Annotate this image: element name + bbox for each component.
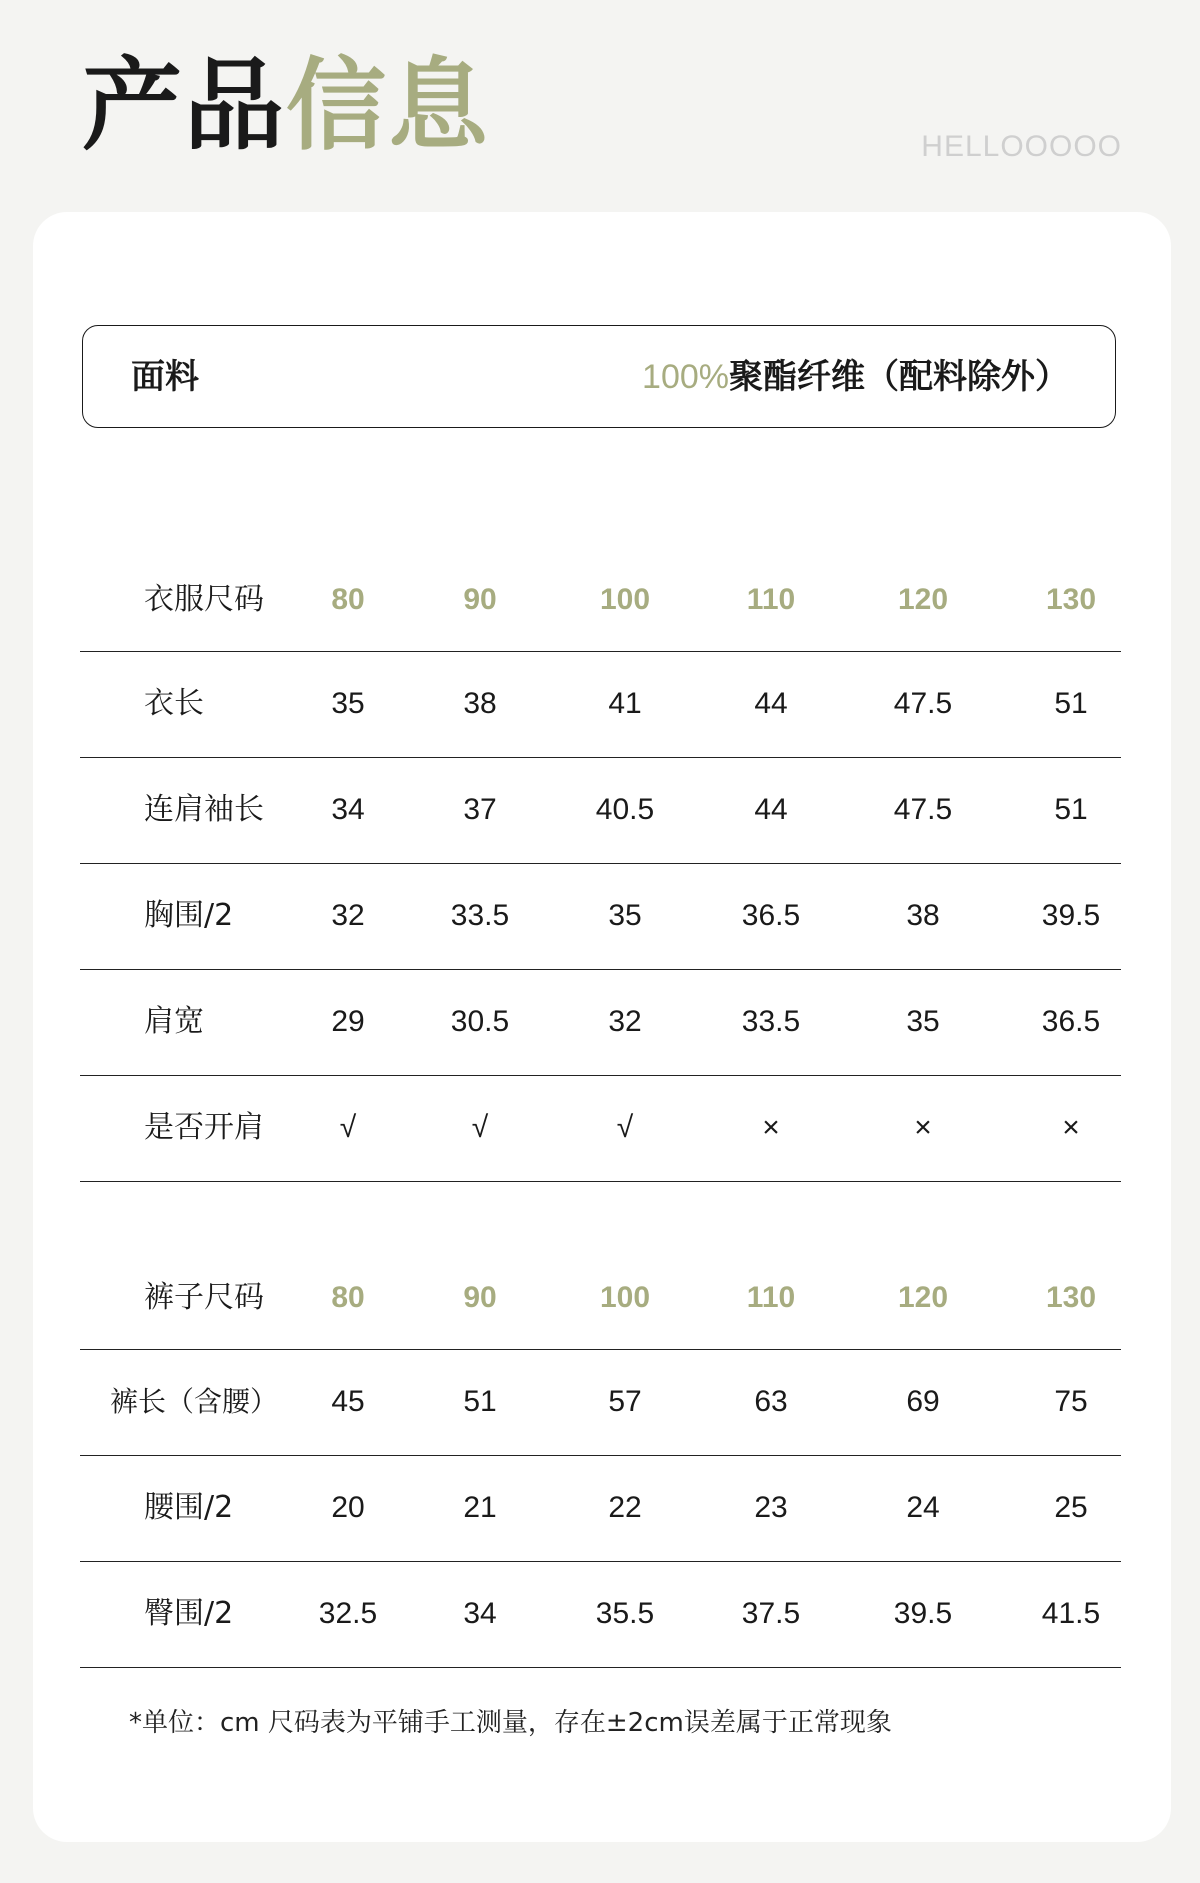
tops-size-table: [80, 548, 1121, 1182]
table-cell: 39.5: [893, 1597, 953, 1630]
measurement-note: *单位：cm 尺码表为平铺手工测量，存在±2cm误差属于正常现象: [129, 1708, 892, 1738]
page-title: [82, 47, 490, 164]
table-cell: 33.5: [741, 1005, 801, 1038]
table-cell: 39.5: [1041, 899, 1101, 932]
table-row: [80, 758, 1121, 864]
table-cell: 36.5: [741, 899, 801, 932]
row-label: 裤长（含腰）: [110, 1385, 279, 1418]
size-header: 130: [1045, 1281, 1097, 1314]
table-cell: 24: [906, 1491, 940, 1524]
row-label: 腰围/2: [144, 1490, 234, 1525]
pants-size-table: [80, 1246, 1121, 1668]
fabric-value: [642, 326, 1069, 429]
table-cell: 35: [331, 687, 365, 720]
header-label: 衣服尺码: [144, 582, 264, 617]
check-mark: √: [471, 1111, 489, 1144]
table-cell: 20: [331, 1491, 365, 1524]
table-cell: 69: [906, 1385, 940, 1418]
size-header: 100: [599, 1281, 651, 1314]
table-cell: 57: [608, 1385, 642, 1418]
cross-mark: ×: [914, 1111, 932, 1144]
table-cell: 51: [463, 1385, 497, 1418]
table-cell: 75: [1054, 1385, 1088, 1418]
table-row: [80, 970, 1121, 1076]
table-header-row: [80, 1246, 1121, 1350]
fabric-percent: 100%: [642, 358, 729, 396]
size-header: 90: [463, 583, 497, 616]
table-cell: 33.5: [450, 899, 510, 932]
table-cell: 22: [608, 1491, 642, 1524]
table-cell: 32: [331, 899, 365, 932]
table-row: [80, 1076, 1121, 1182]
table-cell: 51: [1054, 793, 1088, 826]
header-label: 裤子尺码: [144, 1280, 264, 1315]
size-header: 80: [331, 1281, 365, 1314]
title-accent: 信息: [286, 47, 490, 164]
size-header: 90: [463, 1281, 497, 1314]
row-label: 连肩袖长: [144, 792, 264, 827]
table-cell: 47.5: [893, 793, 953, 826]
table-cell: 44: [754, 687, 788, 720]
table-cell: 41.5: [1041, 1597, 1101, 1630]
table-cell: 21: [463, 1491, 497, 1524]
check-mark: √: [339, 1111, 357, 1144]
fabric-material: 聚酯纤维（配料除外）: [729, 357, 1069, 397]
table-row: [80, 1456, 1121, 1562]
table-cell: 34: [463, 1597, 497, 1630]
size-header: 120: [897, 1281, 949, 1314]
size-header: 130: [1045, 583, 1097, 616]
subtitle: HELLOOOOO: [921, 130, 1122, 163]
table-cell: 37: [463, 793, 497, 826]
info-card: [33, 212, 1171, 1842]
row-label: 肩宽: [144, 1004, 204, 1039]
title-main: 产品: [82, 47, 286, 164]
table-cell: 37.5: [741, 1597, 801, 1630]
table-cell: 35.5: [595, 1597, 655, 1630]
table-cell: 63: [754, 1385, 788, 1418]
table-row: [80, 1350, 1121, 1456]
table-cell: 35: [906, 1005, 940, 1038]
table-cell: 29: [331, 1005, 365, 1038]
check-mark: √: [616, 1111, 634, 1144]
table-cell: 30.5: [450, 1005, 510, 1038]
size-header: 120: [897, 583, 949, 616]
table-row: [80, 652, 1121, 758]
table-cell: 51: [1054, 687, 1088, 720]
row-label: 衣长: [144, 686, 204, 721]
table-cell: 47.5: [893, 687, 953, 720]
table-cell: 41: [608, 687, 642, 720]
cross-mark: ×: [762, 1111, 780, 1144]
table-row: [80, 1562, 1121, 1668]
table-header-row: [80, 548, 1121, 652]
table-cell: 34: [331, 793, 365, 826]
table-cell: 38: [463, 687, 497, 720]
row-label: 胸围/2: [144, 898, 234, 933]
table-row: [80, 864, 1121, 970]
size-header: 80: [331, 583, 365, 616]
cross-mark: ×: [1062, 1111, 1080, 1144]
size-header: 110: [746, 583, 796, 616]
fabric-box: [82, 325, 1116, 428]
table-cell: 23: [754, 1491, 788, 1524]
size-header: 110: [746, 1281, 796, 1314]
row-label: 臀围/2: [144, 1596, 234, 1631]
table-cell: 45: [331, 1385, 365, 1418]
table-cell: 32.5: [318, 1597, 378, 1630]
size-header: 100: [599, 583, 651, 616]
table-cell: 35: [608, 899, 642, 932]
table-cell: 44: [754, 793, 788, 826]
table-cell: 38: [906, 899, 940, 932]
table-cell: 32: [608, 1005, 642, 1038]
row-label: 是否开肩: [144, 1110, 264, 1145]
table-cell: 40.5: [595, 793, 655, 826]
table-cell: 36.5: [1041, 1005, 1101, 1038]
fabric-label: 面料: [131, 357, 199, 397]
table-cell: 25: [1054, 1491, 1088, 1524]
